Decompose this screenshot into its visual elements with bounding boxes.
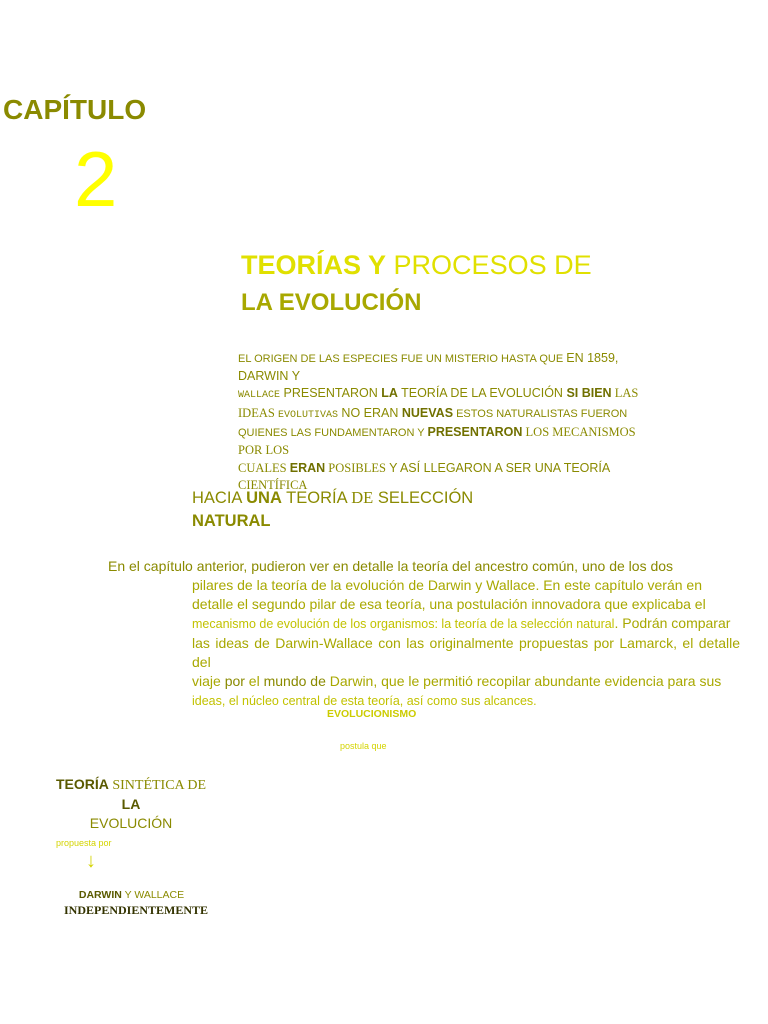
title-rest: PROCESOS DE (386, 250, 592, 280)
title-line2: LA EVOLUCIÓN (241, 289, 422, 316)
abstract-text: NO ERAN (337, 405, 402, 420)
abstract-text: POSIBLES (325, 460, 390, 475)
down-arrow-icon: ↓ (86, 850, 96, 872)
evolucionismo-node: EVOLUCIONISMO (327, 708, 417, 720)
abstract-text: ESTOS NATURALISTAS FUERON (453, 407, 628, 420)
chapter-title (241, 246, 592, 322)
abstract-text: ERAN (289, 460, 326, 475)
abstract-text: CUALES (238, 460, 290, 475)
chapter-number: 2 (74, 135, 118, 223)
abstract-text: IDEAS (238, 405, 278, 420)
abstract-text: WALLACE (238, 390, 281, 402)
abstract-text: LA (381, 386, 398, 401)
abstract-text: QUIENES LAS FUNDAMENTARON Y (238, 427, 428, 440)
abstract-text: , DARWIN Y (238, 351, 619, 383)
abstract-text: LOS MECANISMOS POR LOS (238, 425, 636, 457)
chapter-label: CAPÍTULO (3, 94, 147, 125)
abstract-text: TEORÍA DE LA EVOLUCIÓN (397, 386, 567, 401)
abstract-text: PRESENTARON (427, 425, 523, 440)
body-paragraph: En el capítulo anterior, pudieron ver en detalle la teoría del ancestro común, uno de los dos pilares de la teoría de la evolución de Darwin y Wallace. En este capítulo verán en detalle el segundo pilar de esa teoría, una postulación innovadora que explicaba el mecanismo de evolución de los organismos: la teoría de la selección natural. Podrán comparar las ideas de Darwin-Wallace con las originalmente propuestas por Lamarck, el detalle del viaje por el mundo de Darwin, que le permitió recopilar abundante evidencia para sus ideas, el núcleo central de esta teoría, así como sus alcances. (108, 558, 740, 708)
abstract-text: EVOLUTIVAS (277, 409, 338, 421)
abstract-text: EN 1859 (566, 351, 615, 365)
abstract-text: EL ORIGEN DE LAS ESPECIES FUE UN MISTERIO HASTA QUE (238, 353, 567, 365)
darwin-wallace-node: DARWIN Y WALLACE INDEPENDIENTEMENTE (64, 889, 209, 917)
abstract-text: LAS (611, 386, 639, 401)
abstract (238, 350, 658, 495)
title-bold: TEORÍAS Y (241, 250, 387, 280)
abstract-text: Y ASÍ LLEGARON A SER UNA TEORÍA (389, 460, 611, 475)
postula-que-label: postula que (340, 741, 387, 751)
teoria-sintetica-node: TEORÍA SINTÉTICA DE LA EVOLUCIÓN (55, 776, 207, 831)
section-heading: HACIA UNA TEORÍA DE SELECCIÓN NATURAL (192, 488, 474, 530)
abstract-text: SI BIEN (566, 386, 612, 401)
abstract-text: CIENTÍFICA (238, 478, 308, 493)
propuesta-por-label: propuesta por (56, 838, 112, 848)
abstract-text: NUEVAS (401, 405, 454, 420)
abstract-text: PRESENTARON (280, 386, 382, 401)
